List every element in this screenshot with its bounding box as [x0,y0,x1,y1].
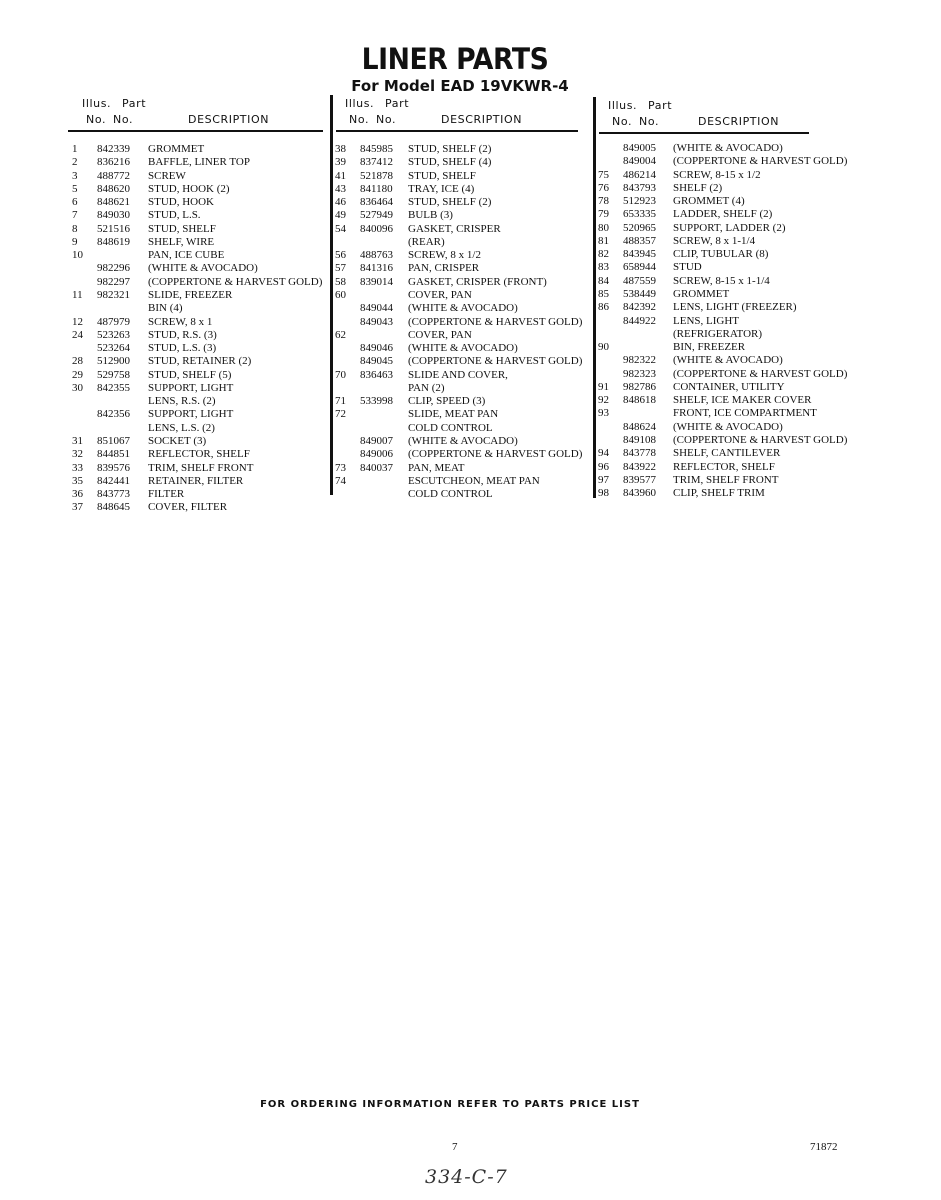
part-number: 836216 [97,156,130,169]
illus-number: 39 [335,156,346,169]
illus-number: 3 [72,169,78,182]
description: LENS, L.S. (2) [148,421,215,434]
illus-number: 70 [335,368,346,381]
part-number: 842339 [97,143,130,155]
description: (WHITE & AVOCADO) [408,342,518,354]
illus-number: 60 [335,289,346,301]
description: STUD, L.S. [148,209,201,222]
description: STUD [673,261,702,274]
illus-number: 37 [72,501,83,514]
description: (COPPERTONE & HARVEST GOLD) [408,448,583,461]
illus-number: 72 [335,408,346,421]
illus-number: 36 [72,488,83,500]
header-description: DESCRIPTION [441,113,523,126]
description: (WHITE & AVOCADO) [408,434,518,447]
illus-number: 41 [335,169,346,182]
part-number: 843793 [623,181,656,194]
part-number: 849108 [623,433,656,446]
part-number: 982322 [623,354,656,367]
illus-number: 5 [72,182,78,195]
illus-number: 7 [72,209,78,222]
part-number: 843773 [97,488,130,500]
description: SHELF, CANTILEVER [673,447,781,460]
illus-number: 93 [598,407,609,420]
illus-number: 11 [72,289,83,301]
description: SHELF (2) [673,181,723,194]
description: SCREW, 8-15 x 1-1/4 [673,274,770,287]
part-number: 837412 [360,156,393,169]
part-number: 848618 [623,394,656,407]
part-number: 523264 [97,342,130,354]
page-number: 7 [452,1141,458,1153]
part-number: 848620 [97,182,130,195]
description: PAN, MEAT [408,461,465,474]
description: SHELF, WIRE [148,235,215,248]
part-number: 538449 [623,288,656,300]
part-number: 843960 [623,487,656,499]
part-number: 848645 [97,501,130,514]
description: (WHITE & AVOCADO) [673,142,783,154]
illus-number: 12 [72,315,83,328]
part-number: 849046 [360,342,393,354]
illus-number: 31 [72,434,83,447]
illus-number: 73 [335,461,346,474]
description: SLIDE, FREEZER [148,289,233,301]
description: FRONT, ICE COMPARTMENT [673,407,817,420]
description: CLIP, SHELF TRIM [673,487,765,499]
part-number: 842392 [623,301,656,314]
part-number: 982297 [97,275,130,288]
description: SCREW, 8 x 1 [148,315,213,328]
illus-number: 96 [598,460,609,473]
part-number: 849004 [623,155,656,168]
illus-number: 35 [72,474,83,487]
part-number: 849030 [97,209,130,222]
part-number: 848621 [97,196,130,209]
illus-number: 9 [72,235,78,248]
part-number: 533998 [360,395,393,408]
description: STUD, SHELF (5) [148,368,232,381]
part-number: 841316 [360,262,393,275]
description: (COPPERTONE & HARVEST GOLD) [408,315,583,328]
part-number: 527949 [360,209,393,222]
illus-number: 6 [72,196,78,209]
part-number: 487979 [97,315,130,328]
description: RETAINER, FILTER [148,474,244,487]
description: LADDER, SHELF (2) [673,208,773,221]
illus-number: 32 [72,448,83,461]
description: CLIP, SPEED (3) [408,395,486,408]
header-underline [336,130,578,132]
part-number: 840037 [360,461,393,474]
illus-number: 28 [72,355,83,368]
description: PAN, ICE CUBE [148,249,225,262]
description: LENS, LIGHT (FREEZER) [673,301,797,314]
description: (COPPERTONE & HARVEST GOLD) [673,433,848,446]
description: PAN (2) [408,381,445,394]
illus-number: 33 [72,461,83,474]
page-title: LINER PARTS [361,42,549,76]
part-number: 982323 [623,367,656,380]
illus-number: 98 [598,487,609,499]
illus-number: 58 [335,275,346,288]
part-number: 486214 [623,168,656,181]
description: BAFFLE, LINER TOP [148,156,250,169]
description: TRIM, SHELF FRONT [148,461,254,474]
description: STUD, R.S. (3) [148,328,217,341]
description: STUD, L.S. (3) [148,342,217,354]
illus-number: 29 [72,368,83,381]
description: BULB (3) [408,209,453,222]
illus-number: 86 [598,301,609,314]
header-no-part: No. [113,113,134,126]
part-number: 521878 [360,169,393,182]
description: PAN, CRISPER [408,262,480,275]
part-number: 512900 [97,355,130,368]
part-number: 840096 [360,222,393,235]
illus-number: 38 [335,143,346,155]
description: REFLECTOR, SHELF [148,448,250,461]
part-number: 851067 [97,434,130,447]
illus-number: 56 [335,249,346,262]
illus-number: 90 [598,341,609,353]
description: SUPPORT, LIGHT [148,381,234,394]
description: STUD, HOOK (2) [148,182,230,195]
description: CLIP, TUBULAR (8) [673,248,769,261]
model-subtitle: For Model EAD 19VKWR-4 [351,77,569,95]
description: (WHITE & AVOCADO) [673,420,783,433]
description: GROMMET [148,143,205,155]
description: TRIM, SHELF FRONT [673,473,779,486]
illus-number: 74 [335,474,346,487]
description: COLD CONTROL [408,421,493,434]
description: (COPPERTONE & HARVEST GOLD) [673,367,848,380]
illus-number: 97 [598,473,609,486]
handwritten-note: 334-C-7 [425,1166,508,1188]
illus-number: 76 [598,181,609,194]
part-number: 849043 [360,315,393,328]
illus-number: 91 [598,380,609,393]
description: GASKET, CRISPER (FRONT) [408,275,547,288]
description: SOCKET (3) [148,434,207,447]
description: SCREW [148,169,186,182]
description: LENS, LIGHT [673,314,739,327]
illus-number: 24 [72,328,83,341]
description: COVER, FILTER [148,501,228,514]
header-part: Part [385,97,410,110]
ordering-note: FOR ORDERING INFORMATION REFER TO PARTS PRICE LIST [260,1099,640,1110]
illus-number: 82 [598,248,609,261]
part-number: 843778 [623,447,656,460]
part-number: 521516 [97,222,130,235]
description: STUD, HOOK [148,196,214,209]
description: FILTER [148,488,185,500]
illus-number: 84 [598,274,609,287]
illus-number: 92 [598,394,609,407]
part-number: 523263 [97,328,130,341]
header-description: DESCRIPTION [188,113,270,126]
description: COLD CONTROL [408,488,493,500]
description: BIN, FREEZER [673,341,746,353]
header-underline [599,132,809,134]
illus-number: 81 [598,234,609,247]
part-number: 839576 [97,461,130,474]
description: (WHITE & AVOCADO) [408,302,518,315]
column-divider [330,95,333,495]
header-part: Part [122,97,147,110]
description: SUPPORT, LADDER (2) [673,221,786,234]
document-code: 71872 [810,1141,838,1153]
part-number: 982296 [97,262,130,275]
description: (WHITE & AVOCADO) [148,262,258,275]
part-number: 529758 [97,368,130,381]
illus-number: 85 [598,288,609,300]
column-divider [593,97,596,498]
description: BIN (4) [148,302,183,315]
illus-number: 10 [72,249,83,262]
description: (COPPERTONE & HARVEST GOLD) [408,355,583,368]
header-part: Part [648,99,673,112]
illus-number: 78 [598,195,609,208]
description: (COPPERTONE & HARVEST GOLD) [673,155,848,168]
description: SCREW, 8 x 1/2 [408,249,481,262]
part-number: 843922 [623,460,656,473]
part-number: 845985 [360,143,393,155]
description: STUD, SHELF [408,169,476,182]
illus-number: 62 [335,328,346,341]
description: COVER, PAN [408,289,472,301]
header-description: DESCRIPTION [698,115,780,128]
header-no-part: No. [376,113,397,126]
description: STUD, RETAINER (2) [148,355,252,368]
illus-number: 83 [598,261,609,274]
description: (REFRIGERATOR) [673,327,763,340]
header-no-illus: No. [612,115,633,128]
description: LENS, R.S. (2) [148,395,216,408]
part-number: 849007 [360,434,393,447]
description: TRAY, ICE (4) [408,182,475,195]
description: SLIDE, MEAT PAN [408,408,499,421]
illus-number: 43 [335,182,346,195]
description: STUD, SHELF (2) [408,196,492,209]
part-number: 520965 [623,221,656,234]
part-number: 844922 [623,314,656,327]
part-number: 841180 [360,182,393,195]
part-number: 836463 [360,368,393,381]
illus-number: 94 [598,447,609,460]
description: GROMMET [673,288,730,300]
illus-number: 30 [72,381,83,394]
description: SUPPORT, LIGHT [148,408,234,421]
part-number: 842356 [97,408,130,421]
description: SCREW, 8-15 x 1/2 [673,168,761,181]
part-number: 843945 [623,248,656,261]
illus-number: 8 [72,222,78,235]
part-number: 982786 [623,380,656,393]
description: (REAR) [408,235,445,248]
description: STUD, SHELF (4) [408,156,492,169]
part-number: 849045 [360,355,393,368]
description: REFLECTOR, SHELF [673,460,775,473]
part-number: 982321 [97,289,130,301]
header-no-illus: No. [86,113,107,126]
illus-number: 2 [72,156,78,169]
part-number: 488763 [360,249,393,262]
part-number: 849005 [623,142,656,154]
description: STUD, SHELF (2) [408,143,492,155]
header-illus: Illus. [608,99,638,112]
description: CONTAINER, UTILITY [673,380,785,393]
part-number: 849006 [360,448,393,461]
header-underline [68,130,323,132]
part-number: 839014 [360,275,393,288]
description: (COPPERTONE & HARVEST GOLD) [148,275,323,288]
part-number: 842441 [97,474,130,487]
part-number: 849044 [360,302,393,315]
illus-number: 54 [335,222,346,235]
part-number: 839577 [623,473,656,486]
description: ESCUTCHEON, MEAT PAN [408,474,540,487]
description: (WHITE & AVOCADO) [673,354,783,367]
description: SHELF, ICE MAKER COVER [673,394,812,407]
description: COVER, PAN [408,328,472,341]
illus-number: 75 [598,168,609,181]
part-number: 487559 [623,274,656,287]
description: STUD, SHELF [148,222,216,235]
part-number: 512923 [623,195,656,208]
description: GROMMET (4) [673,195,745,208]
description: SCREW, 8 x 1-1/4 [673,234,756,247]
part-number: 844851 [97,448,130,461]
description: SLIDE AND COVER, [408,368,508,381]
header-illus: Illus. [345,97,375,110]
illus-number: 49 [335,209,346,222]
part-number: 848619 [97,235,130,248]
part-number: 836464 [360,196,393,209]
illus-number: 71 [335,395,346,408]
header-no-illus: No. [349,113,370,126]
header-illus: Illus. [82,97,112,110]
part-number: 653335 [623,208,656,221]
description: GASKET, CRISPER [408,222,501,235]
part-number: 658944 [623,261,656,274]
part-number: 488772 [97,169,130,182]
part-number: 848624 [623,420,656,433]
part-number: 488357 [623,234,656,247]
header-no-part: No. [639,115,660,128]
illus-number: 46 [335,196,346,209]
illus-number: 1 [72,143,78,155]
part-number: 842355 [97,381,130,394]
illus-number: 80 [598,221,609,234]
illus-number: 57 [335,262,346,275]
illus-number: 79 [598,208,609,221]
